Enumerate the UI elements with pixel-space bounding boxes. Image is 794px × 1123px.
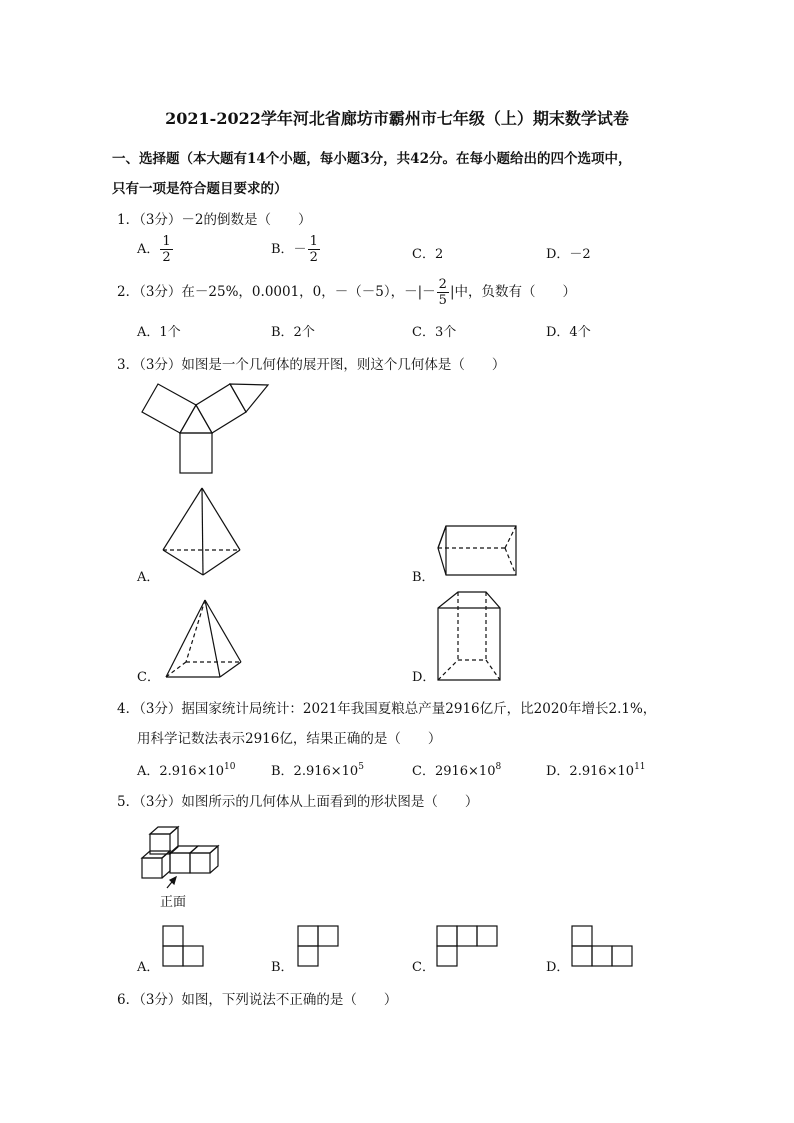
- q2-option-d: D．4个: [546, 325, 591, 340]
- section-header-line2: 只有一项是符合题目要求的）: [112, 181, 288, 197]
- question-3-stem: 3．（3分）如图是一个几何体的展开图，则这个几何体是（ ）: [117, 357, 506, 373]
- question-6-stem: 6．（3分）如图，下列说法不正确的是（ ）: [117, 992, 398, 1008]
- q3-option-d-label: D．: [412, 670, 436, 685]
- question-1-stem: 1．（3分）－2的倒数是（ ）: [117, 212, 312, 228]
- q2-numerator: 2: [438, 277, 447, 292]
- question-4-stem-line2: 用科学记数法表示2916亿，结果正确的是（ ）: [137, 731, 442, 747]
- q5-option-b-label: B．: [271, 960, 294, 975]
- q4-b-base: B．2.916×10: [271, 764, 359, 779]
- section-header-line1: 一、选择题（本大题有14个小题，每小题3分，共42分。在每小题给出的四个选项中，: [112, 151, 632, 167]
- q4-a-base: A．2.916×10: [137, 764, 225, 779]
- q2-stem-pre: 2．（3分）在－25%，0.0001，0，－（－5），－|－: [117, 284, 436, 300]
- q5-option-c-label: C．: [412, 960, 435, 975]
- question-4-stem-line1: 4．（3分）据国家统计局统计：2021年我国夏粮总产量2916亿斤，比2020年增长2.1%，: [117, 701, 657, 717]
- q5-option-d-label: D．: [546, 960, 570, 975]
- q1-b-denominator: 2: [309, 250, 318, 265]
- q1-option-c: C．2: [412, 247, 444, 262]
- q2-stem-post: |中，负数有（ ）: [449, 284, 576, 300]
- q4-a-exponent: 10: [224, 762, 236, 772]
- q2-option-c: C．3个: [412, 325, 457, 340]
- q2-option-b: B．2个: [271, 325, 315, 340]
- q1-a-denominator: 2: [162, 250, 171, 265]
- q3-option-c-label: C．: [137, 670, 160, 685]
- q4-d-base: D．2.916×10: [546, 764, 635, 779]
- q4-c-base: C．2916×10: [412, 764, 496, 779]
- q5-front-label: 正面: [160, 895, 187, 910]
- q2-option-a: A．1个: [137, 325, 181, 340]
- q5-option-a-label: A．: [137, 960, 160, 975]
- q3-option-b-label: B．: [412, 570, 435, 585]
- exam-title: 2021-2022学年河北省廊坊市霸州市七年级（上）期末数学试卷: [165, 109, 629, 128]
- q4-c-exponent: 8: [495, 762, 502, 772]
- q3-option-a-label: A．: [137, 570, 160, 585]
- q4-b-exponent: 5: [358, 762, 364, 772]
- q2-denominator: 5: [438, 293, 447, 308]
- q4-d-exponent: 11: [634, 762, 646, 772]
- question-5-stem: 5．（3分）如图所示的几何体从上面看到的形状图是（ ）: [117, 794, 479, 810]
- q1-option-a-label: A．: [137, 242, 160, 257]
- q1-option-b-label: B．－: [271, 242, 307, 257]
- q1-a-numerator: 1: [162, 234, 171, 249]
- q1-b-numerator: 1: [309, 234, 318, 249]
- q1-option-d: D．－2: [546, 247, 591, 262]
